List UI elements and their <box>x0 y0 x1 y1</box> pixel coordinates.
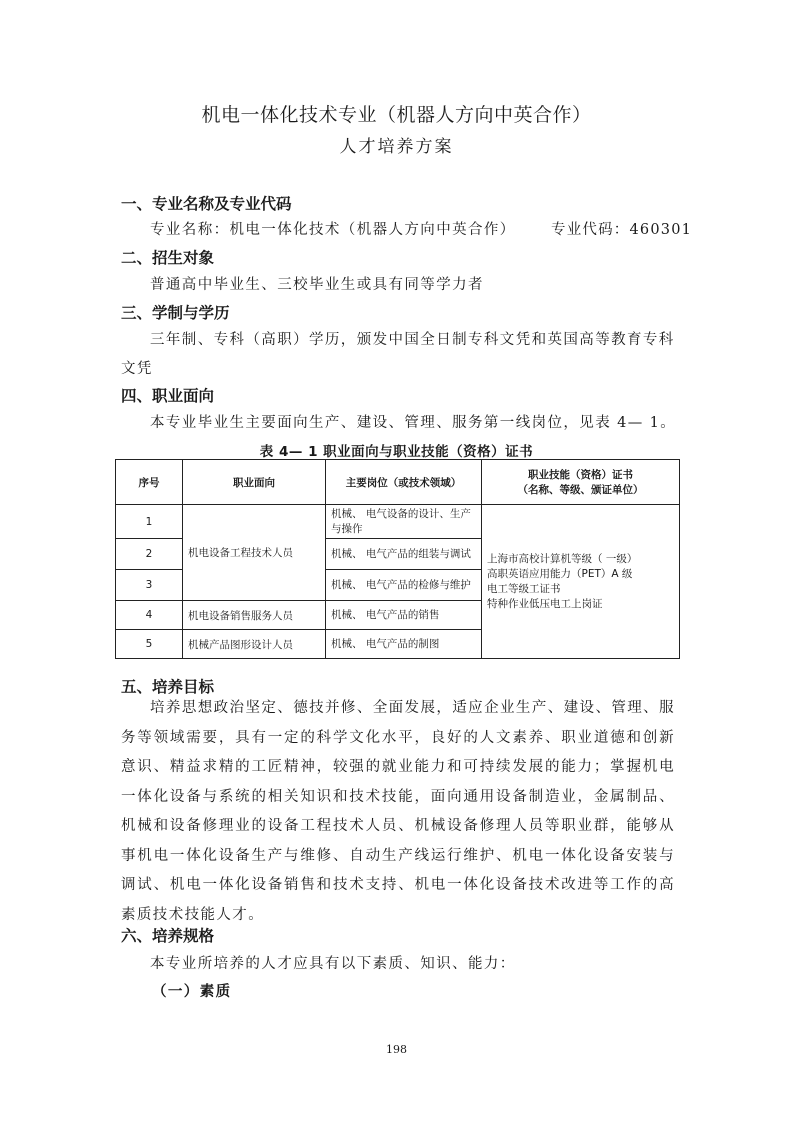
education-line-1: 三年制、专科（高职）学历，颁发中国全日制专科文凭和英国高等教育专科 <box>150 332 675 348</box>
certificate-item: 特种作业低压电工上岗证 <box>487 597 603 610</box>
training-spec-text: 本专业所培养的人才应具有以下素质、知识、能力： <box>150 956 516 972</box>
page-number: 198 <box>386 1043 407 1056</box>
row-number: 5 <box>116 630 183 659</box>
row-position: 机械、 电气产品的制图 <box>326 630 482 659</box>
section-2-heading: 二、招生对象 <box>121 249 215 267</box>
row-number: 3 <box>116 570 183 601</box>
table-caption: 表 4— 1 职业面向与职业技能（资格）证书 <box>259 444 534 460</box>
row-number: 2 <box>116 539 183 570</box>
row-number: 4 <box>116 601 183 630</box>
career-table <box>115 459 680 659</box>
document-subtitle: 人才培养方案 <box>339 137 454 157</box>
certificate-cell <box>482 505 680 659</box>
section-3-heading: 三、学制与学历 <box>121 304 230 322</box>
major-code-line: 专业代码：460301 <box>551 222 693 238</box>
enrollment-target-text: 普通高中毕业生、三校毕业生或具有同等学力者 <box>150 277 484 293</box>
section-5-heading: 五、培养目标 <box>121 678 215 696</box>
certificate-item: 上海市高校计算机等级（ 一级） <box>487 552 638 565</box>
row-orientation-merged: 机电设备工程技术人员 <box>183 505 326 601</box>
section-1-heading: 一、专业名称及专业代码 <box>121 195 292 213</box>
major-name-line: 专业名称：机电一体化技术（机器人方向中英合作） <box>150 222 516 238</box>
training-goal-text: 培养思想政治坚定、德技并修、全面发展，适应企业生产、建设、管理、服务等领域需要，具有一定的科学文化水平，良好的人文素养、职业道德和创新意识、精益求精的工匠精神，较强的就业能力和可持续发展的能力；掌握机电一体化设备与系统的相关知识和技术技能，面向通用设备制造业，金属制品、机械和设备修理业的设备工程技术人员、机械设备修理人员等职业群，能够从事机电一体化设备生产与维修、自动生产线运行维护、机电一体化设备安装与调试、机电一体化设备销售和技术支持、机电一体化设备技术改进等工作的高素质技术技能人才。 <box>121 700 675 923</box>
table-header-row <box>116 460 680 505</box>
row-orientation: 机电设备销售服务人员 <box>183 601 326 630</box>
row-position: 机械、 电气设备的设计、生产与操作 <box>326 505 482 539</box>
row-position: 机械、 电气产品的组装与调试 <box>326 539 482 570</box>
header-certificate <box>482 460 680 505</box>
career-orientation-text: 本专业毕业生主要面向生产、建设、管理、服务第一线岗位，见表 4— 1。 <box>150 415 677 431</box>
row-position: 机械、 电气产品的检修与维护 <box>326 570 482 601</box>
subsection-quality-heading: （一）素质 <box>152 984 232 1000</box>
row-number: 1 <box>116 505 183 539</box>
header-position: 主要岗位（或技术领域） <box>326 460 482 505</box>
header-orientation: 职业面向 <box>183 460 326 505</box>
training-goal-paragraph <box>121 694 675 930</box>
header-certificate-line1: 职业技能（资格）证书 <box>528 469 633 481</box>
education-line-2: 文凭 <box>121 361 153 377</box>
table-row <box>116 505 680 539</box>
header-certificate-line2: （名称、等级、颁证单位） <box>517 484 644 496</box>
row-position: 机械、 电气产品的销售 <box>326 601 482 630</box>
document-title: 机电一体化技术专业（机器人方向中英合作） <box>201 104 592 126</box>
row-orientation: 机械产品图形设计人员 <box>183 630 326 659</box>
section-4-heading: 四、职业面向 <box>121 387 215 405</box>
header-no: 序号 <box>116 460 183 505</box>
section-6-heading: 六、培养规格 <box>121 927 215 945</box>
certificate-item: 电工等级工证书 <box>487 582 561 595</box>
certificate-item: 高职英语应用能力（PET）A 级 <box>487 567 633 580</box>
